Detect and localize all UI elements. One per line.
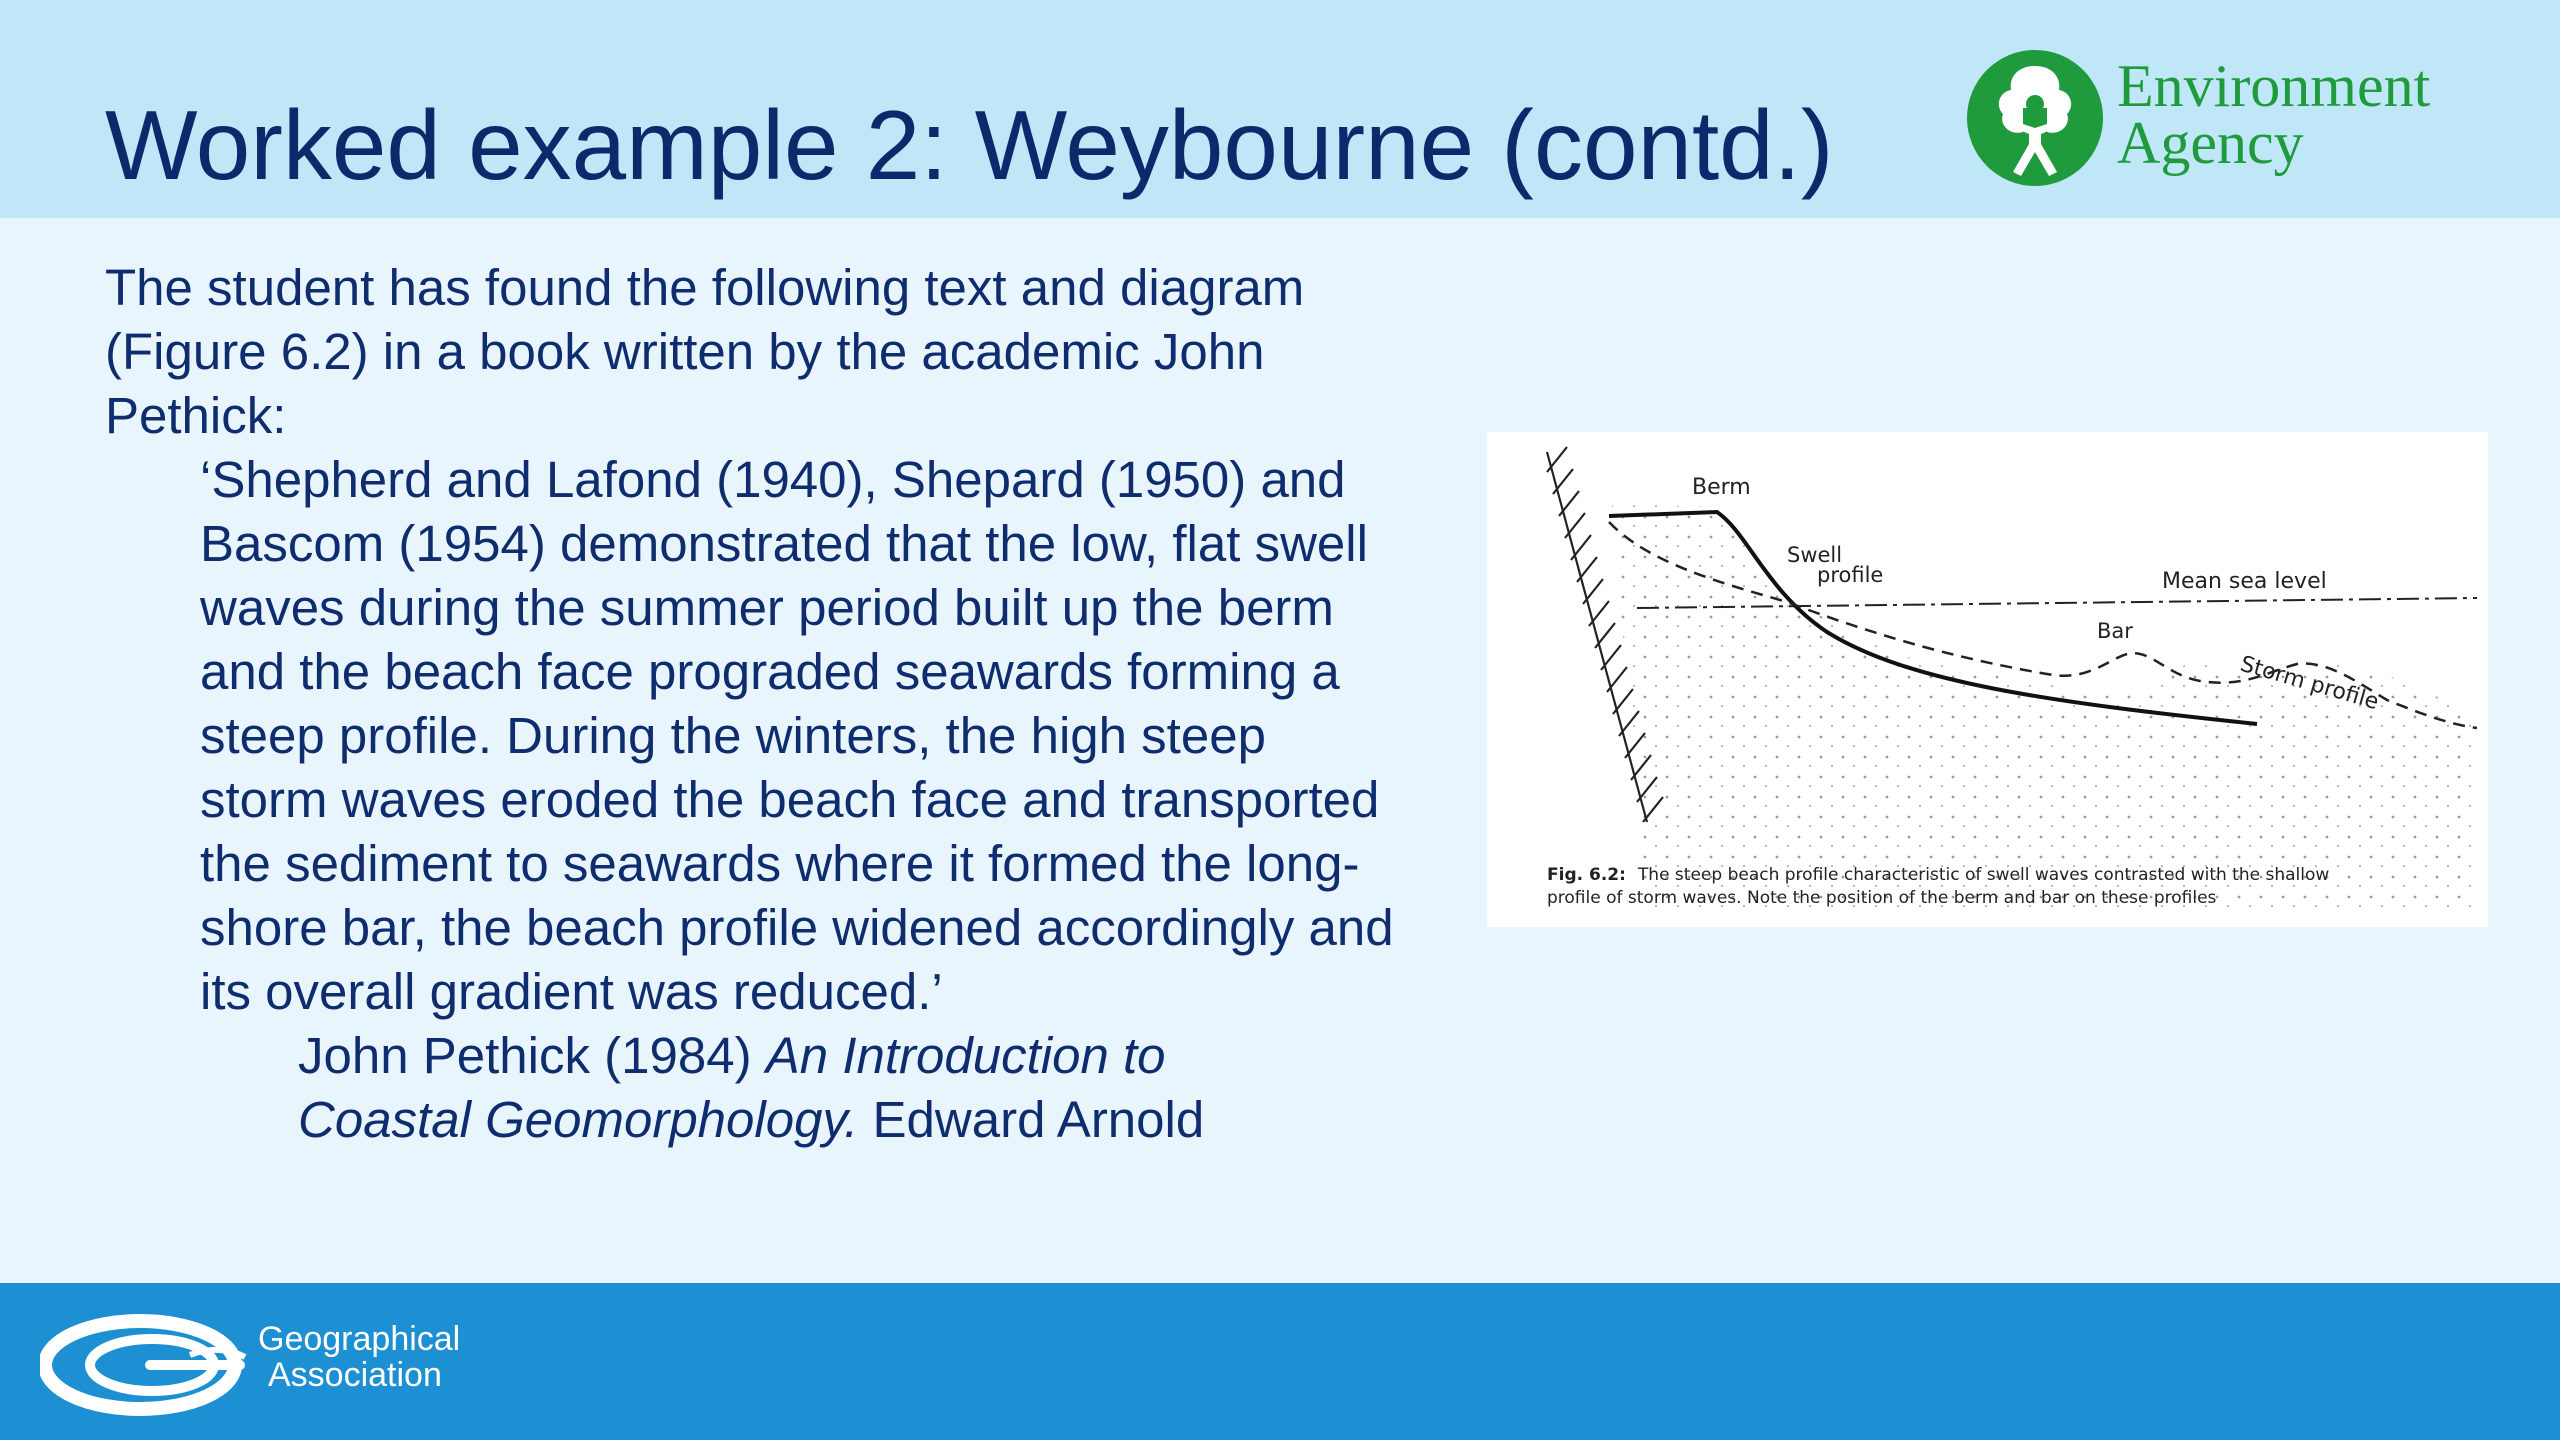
ga-wordmark-line1: Geographical (258, 1320, 461, 1358)
geographical-association-logo (40, 1309, 480, 1419)
citation (298, 1024, 1405, 1152)
citation-title-line1: An Introduction to (765, 1027, 1166, 1084)
figure-caption-text-1: The steep beach profile characteristic of swell waves contrasted with the shallow (1637, 865, 2330, 885)
citation-publisher: Edward Arnold (858, 1091, 1205, 1148)
label-storm-profile: Storm profile (2237, 651, 2382, 716)
body-text (105, 256, 1405, 1152)
environment-agency-logo (1965, 48, 2485, 193)
figure-caption-line2: profile of storm waves. Note the position of the berm and bar on these profiles (1547, 888, 2217, 908)
citation-title-line2: Coastal Geomorphology. (298, 1091, 859, 1148)
label-swell-profile: profile (1817, 563, 1884, 587)
quote-paragraph: ‘Shepherd and Lafond (1940), Shepard (1950) and Bascom (1954) demonstrated that the low, flat swell waves during the summer period built up the berm and the beach face prograded seawards forming a steep profile. During the winters, the high steep storm waves eroded the beach face and transported the sediment to seawards where it formed the long-shore bar, the beach profile widened accordingly and its overall gradient was reduced.’ (200, 451, 1394, 1020)
tree-figure-icon (1965, 48, 2105, 188)
label-mean-sea-level: Mean sea level (2162, 569, 2327, 594)
figure-6-2 (1487, 432, 2488, 927)
footer-band (0, 1283, 2560, 1440)
ea-wordmark-line2: Agency (2117, 110, 2304, 176)
beach-profile-diagram (1487, 432, 2488, 927)
figure-caption-line1 (1547, 865, 2329, 885)
swoosh-logo-icon (40, 1309, 250, 1419)
ga-wordmark-line2: Association (268, 1356, 442, 1394)
slide-title: Worked example 2: Weybourne (contd.) (105, 90, 1834, 200)
label-bar: Bar (2097, 619, 2133, 643)
intro-paragraph: The student has found the following text and diagram (Figure 6.2) in a book written by the academic John Pethick: (105, 259, 1305, 444)
ga-wordmark (258, 1321, 460, 1393)
ea-wordmark (2117, 53, 2431, 176)
citation-author: John Pethick (1984) (298, 1027, 766, 1084)
ea-wordmark-line1: Environment (2117, 53, 2431, 119)
header-band (0, 0, 2560, 218)
figure-caption-label: Fig. 6.2: (1547, 865, 1626, 885)
label-swell: Swell (1787, 543, 1843, 567)
label-berm: Berm (1692, 475, 1751, 500)
